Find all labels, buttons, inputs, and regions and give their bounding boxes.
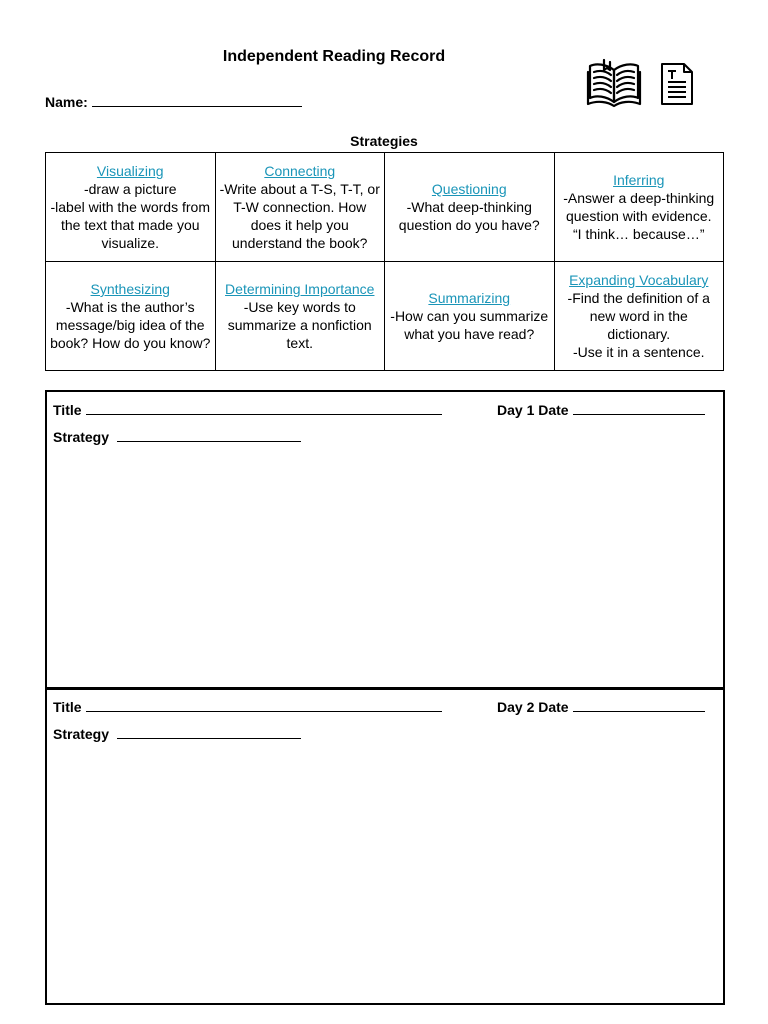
strategy-description: -Write about a T-S, T-T, or T-W connection. How does it help you understand the book?: [219, 181, 380, 251]
strategy-link[interactable]: Inferring: [613, 172, 665, 188]
date-blank-line[interactable]: [573, 400, 705, 415]
strategy-blank-line[interactable]: [117, 724, 301, 739]
name-field: [45, 92, 302, 110]
date-label: Day 2 Date: [497, 699, 569, 715]
date-field: [497, 400, 705, 418]
title-field: [53, 400, 442, 418]
strategy-label: Strategy: [53, 726, 110, 742]
strategy-cell: [46, 262, 216, 371]
strategy-label: Strategy: [53, 429, 110, 445]
strategy-cell: [554, 153, 724, 262]
strategy-cell: [215, 262, 385, 371]
strategy-cell: [554, 262, 724, 371]
date-label: Day 1 Date: [497, 402, 569, 418]
strategy-cell: [385, 153, 555, 262]
document-icon: [660, 62, 694, 106]
strategy-description: -draw a picture -label with the words from the text that made you visualize.: [50, 181, 210, 251]
strategy-link[interactable]: Visualizing: [96, 163, 164, 179]
strategy-description: -Find the definition of a new word in the dictionary. -Use it in a sentence.: [567, 290, 710, 360]
strategy-description: -How can you summarize what you have read?: [390, 308, 549, 342]
name-blank-line[interactable]: [92, 92, 302, 107]
title-blank-line[interactable]: [86, 697, 442, 712]
table-row: [46, 262, 724, 371]
reading-record-day-1: [45, 390, 725, 690]
title-field: [53, 697, 442, 715]
strategy-link[interactable]: Expanding Vocabulary: [569, 272, 709, 288]
strategy-cell: [385, 262, 555, 371]
strategies-table: [45, 152, 724, 371]
strategy-description: -What is the author’s message/big idea of the book? How do you know?: [50, 299, 211, 351]
strategy-blank-line[interactable]: [117, 427, 301, 442]
strategy-field: [53, 427, 301, 445]
strategy-description: -Answer a deep-thinking question with evidence. “I think… because…”: [563, 190, 715, 242]
reading-record-day-2: [45, 687, 725, 1005]
title-label: Title: [53, 699, 82, 715]
table-row: [46, 153, 724, 262]
strategy-link[interactable]: Summarizing: [428, 290, 511, 306]
open-book-icon: [586, 58, 642, 108]
strategy-field: [53, 724, 301, 742]
title-blank-line[interactable]: [86, 400, 442, 415]
page-title: Independent Reading Record: [222, 48, 446, 65]
strategy-description: -What deep-thinking question do you have?: [398, 199, 540, 233]
strategy-cell: [215, 153, 385, 262]
strategy-link[interactable]: Connecting: [264, 163, 336, 179]
strategy-link[interactable]: Questioning: [431, 181, 507, 197]
strategies-heading: Strategies: [350, 133, 418, 149]
strategy-cell: [46, 153, 216, 262]
date-blank-line[interactable]: [573, 697, 705, 712]
strategy-description: -Use key words to summarize a nonfiction text.: [227, 299, 372, 351]
strategy-link[interactable]: Determining Importance: [225, 281, 375, 297]
title-label: Title: [53, 402, 82, 418]
strategy-link[interactable]: Synthesizing: [90, 281, 170, 297]
date-field: [497, 697, 705, 715]
name-label: Name:: [45, 94, 88, 110]
